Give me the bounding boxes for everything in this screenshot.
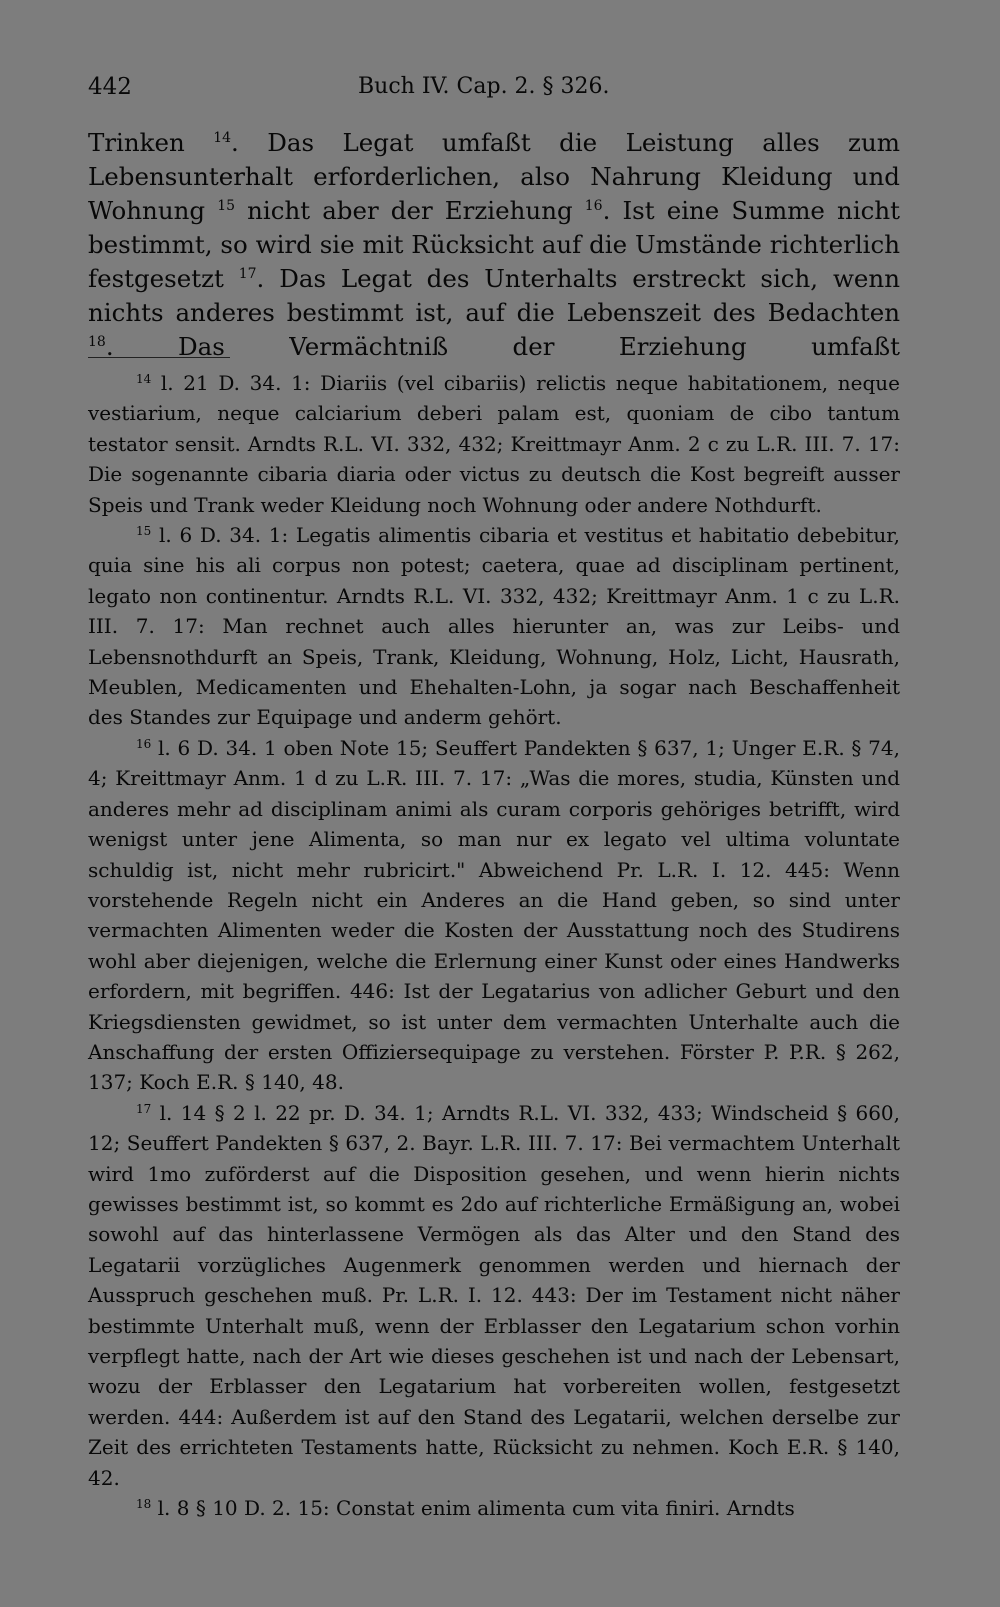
footnote-number: 14 — [136, 372, 152, 386]
footnote-text: l. 8 § 10 D. 2. 15: Constat enim alimenta cum vita finiri. Arndts — [151, 1496, 795, 1521]
footnote-text: l. 6 D. 34. 1 oben Note 15; Seuffert Pandekten § 637, 1; Unger E.R. § 74, 4; Kreittmayr Anm. 1 d zu L.R. III. 7. 17: „Was die mores, studia, Künsten und anderes mehr ad disciplinam animi als curam corporis gehöriges betrifft, wird wenigst unter jene Alimenta, so man nur ex legato vel ultima voluntate schuldig ist, nicht mehr rubricirt." Abweichend Pr. L.R. I. 12. 445: Wenn vorstehende Regeln nicht ein Anderes an die Hand geben, so sind unter vermachten Alimenten weder die Kosten der Ausstattung noch des Studirens wohl aber diejenigen, welche die Erlernung einer Kunst oder eines Handwerks erfordern, mit begriffen. 446: Ist der Legatarius von adlicher Geburt und den Kriegsdiensten gewidmet, so ist unter dem vermachten Unterhalte auch die Anschaffung der ersten Offiziersequipage zu verstehen. Förster P. P.R. § 262, 137; Koch E.R. § 140, 48. — [88, 735, 900, 1095]
running-head: Buch IV. Cap. 2. § 326. — [358, 74, 610, 99]
footnote-text: l. 6 D. 34. 1: Legatis alimentis cibaria et vestitus et habitatio debebitur, quia sine his ali corpus non potest; caetera, quae ad disciplinam pertinent, legato non continentur. Arndts R.L. VI. 332, 432; Kreittmayr Anm. 1 c zu L.R. III. 7. 17: Man rechnet auch alles hierunter an, was zur Leibs- und Lebensnothdurft an Speis, Trank, Kleidung, Wohnung, Holz, Licht, Hausrath, Meublen, Medicamenten und Ehehalten-Lohn, ja sogar nach Beschaffenheit des Standes zur Equipage und anderm gehört. — [88, 523, 900, 730]
page-number: 442 — [88, 74, 132, 100]
text-run: . Ist eine Summe nicht bestimmt, so wird sie mit Rücksicht auf die Umstände richterlich festgesetzt — [88, 196, 901, 293]
text-run: . Das Legat umfaßt die Leistung alles zum Lebensunterhalt erforderlichen, also Nahrung Kleidung und Wohnung — [88, 128, 900, 225]
footnote — [88, 520, 900, 733]
footnote — [88, 1493, 900, 1523]
footnote — [88, 368, 900, 520]
footnote-number: 18 — [136, 1497, 152, 1512]
footnote-ref: 16 — [584, 198, 603, 214]
footnote-ref: 18 — [88, 334, 106, 350]
footnote-text: l. 14 § 2 l. 22 pr. D. 34. 1; Arndts R.L. VI. 332, 433; Windscheid § 660, 12; Seuffert Pandekten § 637, 2. Bayr. L.R. III. 7. 17: Bei vermachtem Unterhalt wird 1mo zuförderst auf die Disposition gesehen, und wenn hierin nichts gewisses bestimmt ist, so kommt es 2do auf richterliche Ermäßigung an, wobei sowohl auf das hinterlassene Vermögen als das Alter und den Stand des Legatarii vorzügliches Augenmerk genommen werden und hiernach der Ausspruch geschehen muß. Pr. L.R. I. 12. 443: Der im Testament nicht näher bestimmte Unterhalt muß, wenn der Erblasser den Legatarium schon vorhin verpflegt hatte, nach der Art wie dieses geschehen ist und nach der Lebensart, wozu der Erblasser den Legatarium hat vorbereiten wollen, festgesetzt werden. 444: Außerdem ist auf den Stand des Legatarii, welchen derselbe zur Zeit des errichteten Testaments hatte, Rücksicht zu nehmen. Koch E.R. § 140, 42. — [88, 1100, 900, 1490]
footnote-number: 15 — [136, 524, 152, 539]
footnote-text: l. 21 D. 34. 1: Diariis (vel cibariis) relictis neque habitationem, neque vestiarium, neque calciarium deberi palam est, quoniam de cibo tantum testator sensit. Arndts R.L. VI. 332, 432; Kreittmayr Anm. 2 c zu L.R. III. 7. 17: Die sogenannte cibaria diaria oder victus zu deutsch die Kost begreift ausser Speis und Trank weder Kleidung noch Wohnung oder andere Nothdurft. — [88, 371, 900, 517]
footnote — [88, 1098, 900, 1493]
footnote-ref: 17 — [238, 266, 257, 282]
page-header — [88, 74, 900, 114]
footnote-ref: 15 — [217, 198, 236, 214]
footnotes — [88, 368, 900, 1523]
text-run: nicht aber der Erziehung — [235, 196, 585, 225]
footnote — [88, 733, 900, 1098]
text-run: . Das Legat des Unterhalts erstreckt sich, wenn nichts anderes bestimmt ist, auf die Lebenszeit des Bedachten — [88, 264, 900, 327]
text-run: Trinken — [88, 128, 214, 157]
footnote-number: 17 — [136, 1101, 152, 1116]
main-text — [88, 126, 900, 364]
footnote-ref: 14 — [213, 130, 232, 146]
text-run: . Das Vermächtniß der Erziehung umfaßt — [105, 332, 900, 361]
main-paragraph — [88, 126, 900, 364]
footnote-separator — [88, 357, 230, 358]
footnote-number: 16 — [136, 736, 152, 751]
